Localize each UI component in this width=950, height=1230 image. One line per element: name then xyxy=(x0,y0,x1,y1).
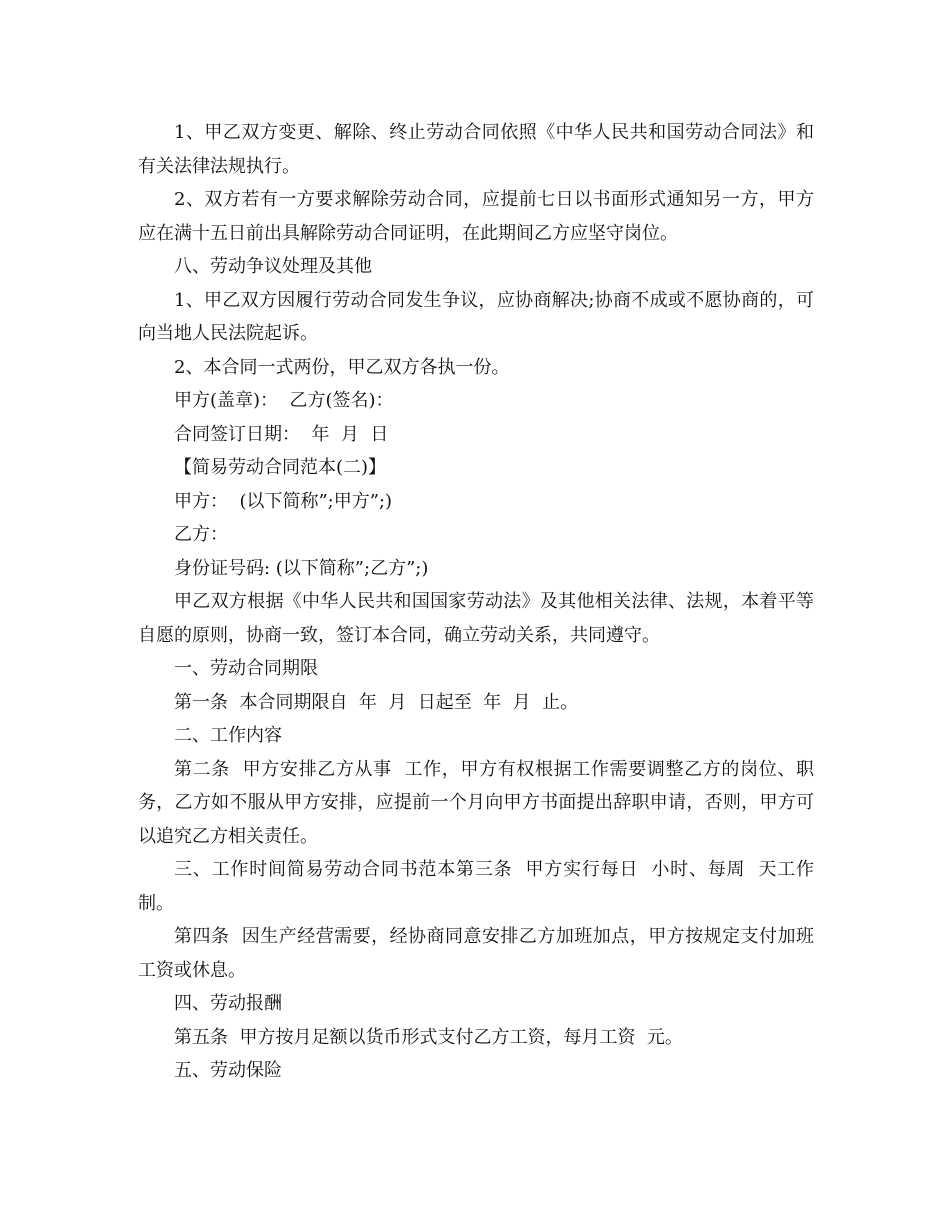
paragraph-clause-2: 2、双方若有一方要求解除劳动合同，应提前七日以书面形式通知另一方，甲方应在满十五日前出具解除劳动合同证明，在此期间乙方应坚守岗位。 xyxy=(138,189,814,244)
party-a-line: 甲方： (以下简称”;甲方”;) xyxy=(174,490,393,512)
section-heading-remuneration: 四、劳动报酬 xyxy=(174,993,282,1014)
paragraph-dispute-1: 1、甲乙双方因履行劳动合同发生争议，应协商解决;协商不成或不愿协商的，可向当地人民法院起诉。 xyxy=(138,289,814,344)
paragraph-clause-1: 1、甲乙双方变更、解除、终止劳动合同依照《中华人民共和国劳动合同法》和有关法律法规执行。 xyxy=(138,122,814,177)
article-4: 第四条 因生产经营需要，经协商同意安排乙方加班加点，甲方按规定支付加班工资或休息。 xyxy=(138,926,814,981)
party-b-line: 乙方： xyxy=(174,524,228,545)
article-1: 第一条 本合同期限自 年 月 日起至 年 月 止。 xyxy=(174,691,579,713)
id-number-line: 身份证号码: (以下简称”;乙方”;) xyxy=(174,557,429,579)
section-work-time-article-3: 三、工作时间简易劳动合同书范本第三条 甲方实行每日 小时、每周 天工作制。 xyxy=(138,859,814,914)
section-heading-work-content: 二、工作内容 xyxy=(174,725,282,746)
section-heading-term: 一、劳动合同期限 xyxy=(174,658,318,679)
document-body xyxy=(138,116,814,1088)
signature-line: 甲方(盖章)： 乙方(签名)： xyxy=(174,390,394,411)
article-2: 第二条 甲方安排乙方从事 工作，甲方有权根据工作需要调整乙方的岗位、职务，乙方如不服从甲方安排，应提前一个月向甲方书面提出辞职申请，否则，甲方可以追究乙方相关责任。 xyxy=(138,758,814,847)
article-5: 第五条 甲方按月足额以货币形式支付乙方工资，每月工资 元。 xyxy=(174,1026,683,1048)
template-title: 【简易劳动合同范本(二)】 xyxy=(174,457,387,478)
paragraph-dispute-2: 2、本合同一式两份，甲乙双方各执一份。 xyxy=(174,356,510,378)
signing-date-line: 合同签订日期： 年 月 日 xyxy=(174,423,389,445)
preamble-paragraph: 甲乙双方根据《中华人民共和国国家劳动法》及其他相关法律、法规，本着平等自愿的原则，协商一致，签订本合同，确立劳动关系，共同遵守。 xyxy=(138,591,814,646)
section-heading-insurance: 五、劳动保险 xyxy=(174,1060,282,1081)
section-heading-disputes: 八、劳动争议处理及其他 xyxy=(174,256,372,277)
